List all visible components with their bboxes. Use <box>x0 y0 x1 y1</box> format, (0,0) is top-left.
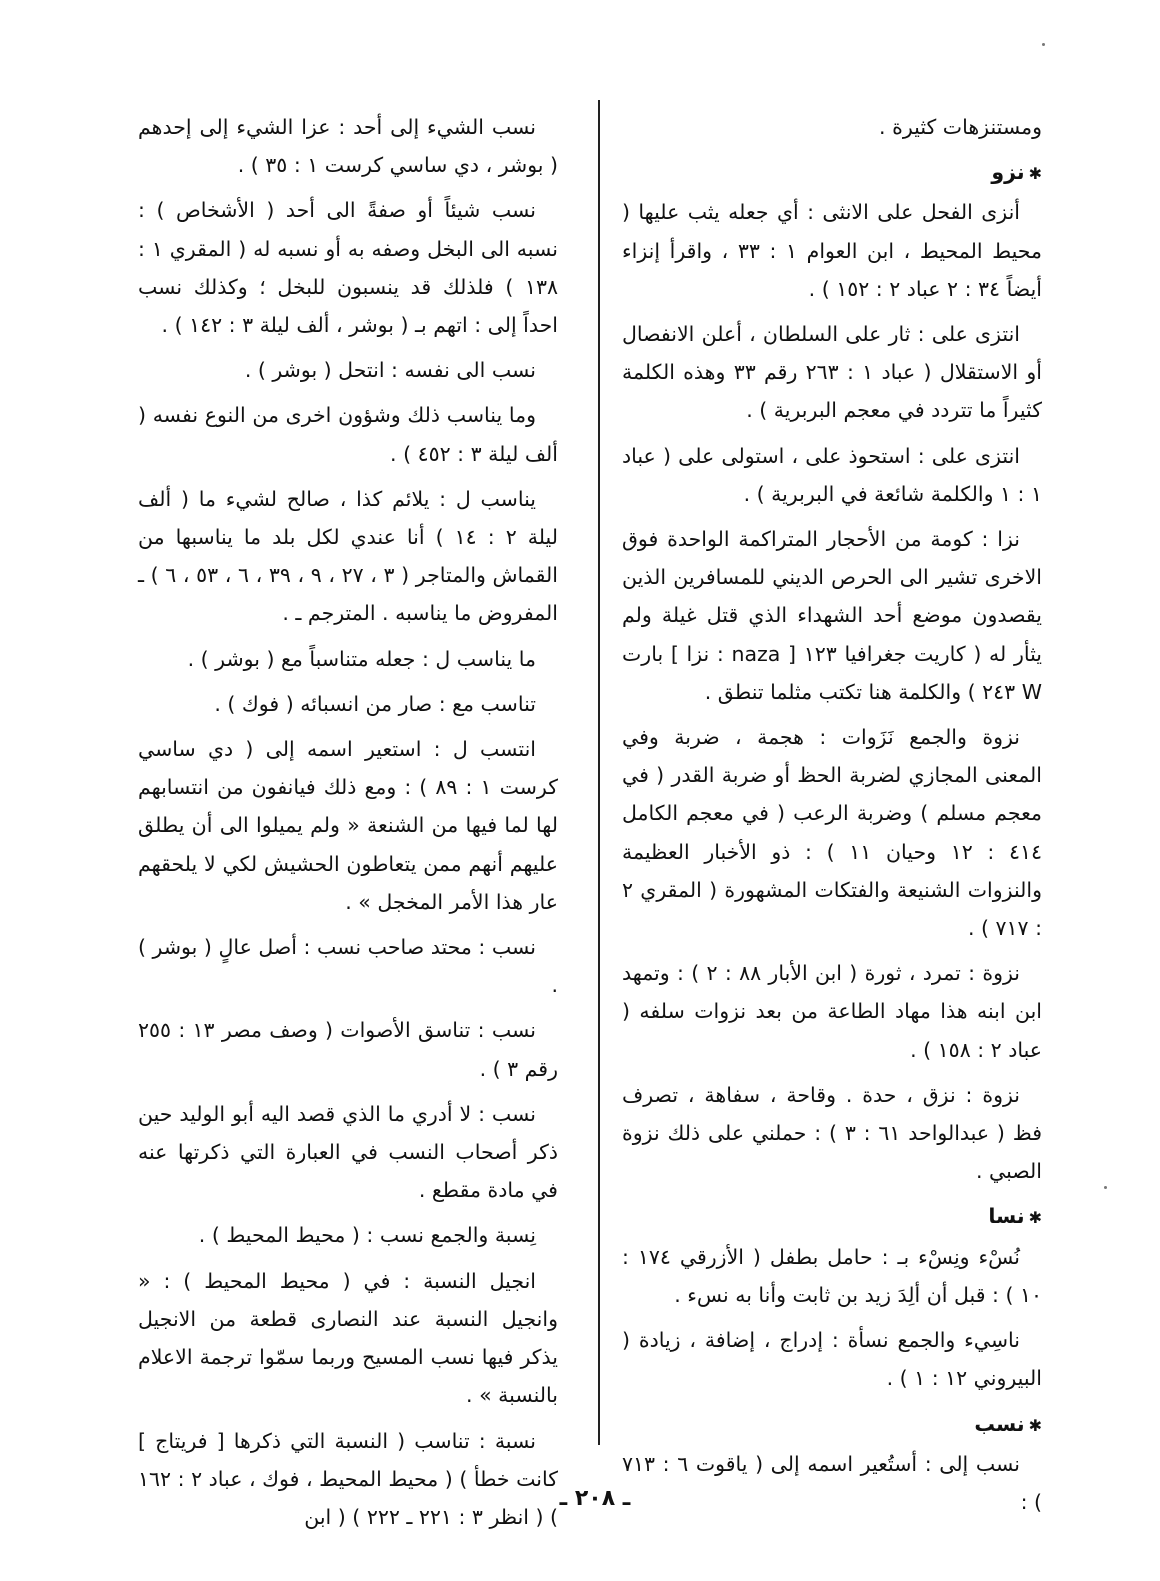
dictionary-paragraph: انتسب ل : استعير اسمه إلى ( دي ساسي كرست ١ : ٨٩ ) : ومع ذلك فيانفون من انتسابهم لها لما فيها من الشنعة « ولم يميلوا الى أن يطلق عليهم أنهم ممن يتعاطون الحشيش لكي لا يلحقهم عار هذا الأمر المخجل » . <box>138 737 558 914</box>
scan-speck <box>1042 43 1045 46</box>
entry-heading-text: نسب <box>974 1411 1025 1436</box>
dictionary-paragraph: نسب : لا أدري ما الذي قصد اليه أبو الوليد حين ذكر أصحاب النسب في العبارة التي ذكرتها عنه في مادة مقطع . <box>138 1101 558 1203</box>
dictionary-paragraph: نزوة : تمرد ، ثورة ( ابن الأبار ٨٨ : ٢ ) : وتمهد ابن ابنه هذا مهاد الطاعة من بعد نزوات سلفه ( عباد ٢ : ١٥٨ ) . <box>622 961 1042 1062</box>
dictionary-paragraph: نسب الى نفسه : انتحل ( بوشر ) . <box>244 358 536 383</box>
dictionary-paragraph: نُسْء ونِسْء بـ : حامل بطفل ( الأزرقي ١٧٤ : ١٠ ) : قبل أن ألِدَ زيد بن ثابت وأنا به نسء . <box>622 1244 1042 1307</box>
dictionary-paragraph: نسب شيئاً أو صفةً الى أحد ( الأشخاص ) : نسبه الى البخل وصفه به أو نسبه له ( المقري ١ : ١٣٨ ) فلذلك قد ينسبون للبخل ؛ وكذلك نسب احداً إلى : اتهم بـ ( بوشر ، ألف ليلة ٣ : ١٤٢ ) . <box>138 198 558 338</box>
page-number: ـ ٢٠٨ ـ <box>559 1486 631 1511</box>
dictionary-paragraph: نسب : محتد صاحب نسب : أصل عالٍ ( بوشر ) . <box>138 935 558 998</box>
dictionary-paragraph: نسب إلى : أستُعير اسمه إلى ( ياقوت ٦ : ٧١٣ ) : <box>622 1451 1042 1514</box>
column-divider <box>598 100 600 1445</box>
asterisk-icon: ✱ <box>1028 1415 1042 1435</box>
asterisk-icon: ✱ <box>1028 164 1042 184</box>
dictionary-paragraph: نزوة : نزق ، حدة . وقاحة ، سفاهة ، تصرف فظ ( عبدالواحد ٦١ : ٣ ) : حملني على ذلك نزوة الصبي . <box>622 1082 1042 1184</box>
entry-heading <box>622 1405 1042 1445</box>
dictionary-paragraph: نزوة والجمع نَزَوات : هجمة ، ضربة وفي المعنى المجازي لضربة الحظ أو ضربة القدر ( في معجم مسلم ) وضربة الرعب ( في معجم الكامل ٤١٤ : ١٢ وحيان ١١ ) : ذو الأخبار العظيمة والنزوات الشنيعة والفتكات المشهورة ( المقري ٢ : ٧١٧ ) . <box>622 725 1042 941</box>
scan-speck <box>1104 1186 1107 1189</box>
dictionary-paragraph: ومستنزهات كثيرة . <box>879 115 1042 139</box>
entry-heading <box>622 153 1042 193</box>
dictionary-paragraph: انجيل النسبة : في ( محيط المحيط ) : « وانجيل النسبة عند النصارى قطعة من الانجيل يذكر فيها نسب المسيح وربما سمّوا ترجمة الاعلام بالنسبة » . <box>138 1268 558 1408</box>
asterisk-icon: ✱ <box>1028 1208 1042 1228</box>
dictionary-paragraph: ما يناسب ل : جعله متناسباً مع ( بوشر ) . <box>187 646 536 671</box>
dictionary-paragraph: أنزى الفحل على الانثى : أي جعله يثب عليها ( محيط المحيط ، ابن العوام ١ : ٣٣ ، واقرأ إنزاء أيضاً ٣٤ : ٢ عباد ٢ : ١٥٢ ) . <box>622 200 1042 301</box>
dictionary-paragraph: نسب : تناسق الأصوات ( وصف مصر ١٣ : ٢٥٥ رقم ٣ ) . <box>138 1018 558 1081</box>
right-column <box>622 108 1042 1514</box>
dictionary-paragraph: نِسبة والجمع نسب : ( محيط المحيط ) . <box>198 1223 536 1248</box>
left-column <box>138 108 558 1529</box>
dictionary-paragraph: يناسب ل : يلائم كذا ، صالح لشيء ما ( ألف ليلة ٢ : ١٤ ) أنا عندي لكل بلد ما يناسبها من القماش والمتاجر ( ٣ ، ٢٧ ، ٩ ، ٣٩ ، ٦ ، ٥٣ ، ٦ ) ـ المفروض ما يناسبه . المترجم ـ . <box>138 486 558 626</box>
dictionary-paragraph: وما يناسب ذلك وشؤون اخرى من النوع نفسه ( ألف ليلة ٣ : ٤٥٢ ) . <box>138 403 558 466</box>
dictionary-paragraph: انتزى على : استحوذ على ، استولى على ( عباد ١ : ١ والكلمة شائعة في البربرية ) . <box>622 443 1042 506</box>
entry-heading <box>622 1197 1042 1237</box>
entry-heading-text: نزو <box>991 160 1025 185</box>
dictionary-paragraph: تناسب مع : صار من انسبائه ( فوك ) . <box>214 691 536 716</box>
dictionary-paragraph: ناسِيء والجمع نسأة : إدراج ، إضافة ، زيادة ( البيروني ١٢ : ١ ) . <box>622 1328 1042 1391</box>
dictionary-paragraph: نزا : كومة من الأحجار المتراكمة الواحدة فوق الاخرى تشير الى الحرص الديني للمسافرين الذين يقصدون موضع أحد الشهداء الذي قتل غيلة ولم يثأر له ( كاريت جغرافيا ١٢٣ [ naza : نزا ] بارت W ٢٤٣ ) والكلمة هنا تكتب مثلما تنطق . <box>622 527 1042 704</box>
dictionary-paragraph: نسب الشيء إلى أحد : عزا الشيء إلى إحدهم ( بوشر ، دي ساسي كرست ١ : ٣٥ ) . <box>138 115 558 178</box>
dictionary-paragraph: نسبة : تناسب ( النسبة التي ذكرها [ فريتاج ] كانت خطأ ) ( محيط المحيط ، فوك ، عباد ٢ : ١٦٢ ) ( انظر ٣ : ٢٢١ ـ ٢٢٢ ) ( ابن <box>138 1428 558 1529</box>
entry-heading-text: نسا <box>988 1204 1025 1229</box>
dictionary-paragraph: انتزى على : ثار على السلطان ، أعلن الانفصال أو الاستقلال ( عباد ١ : ٢٦٣ رقم ٣٣ وهذه الكلمة كثيراً ما تتردد في معجم البربرية ) . <box>622 322 1042 423</box>
